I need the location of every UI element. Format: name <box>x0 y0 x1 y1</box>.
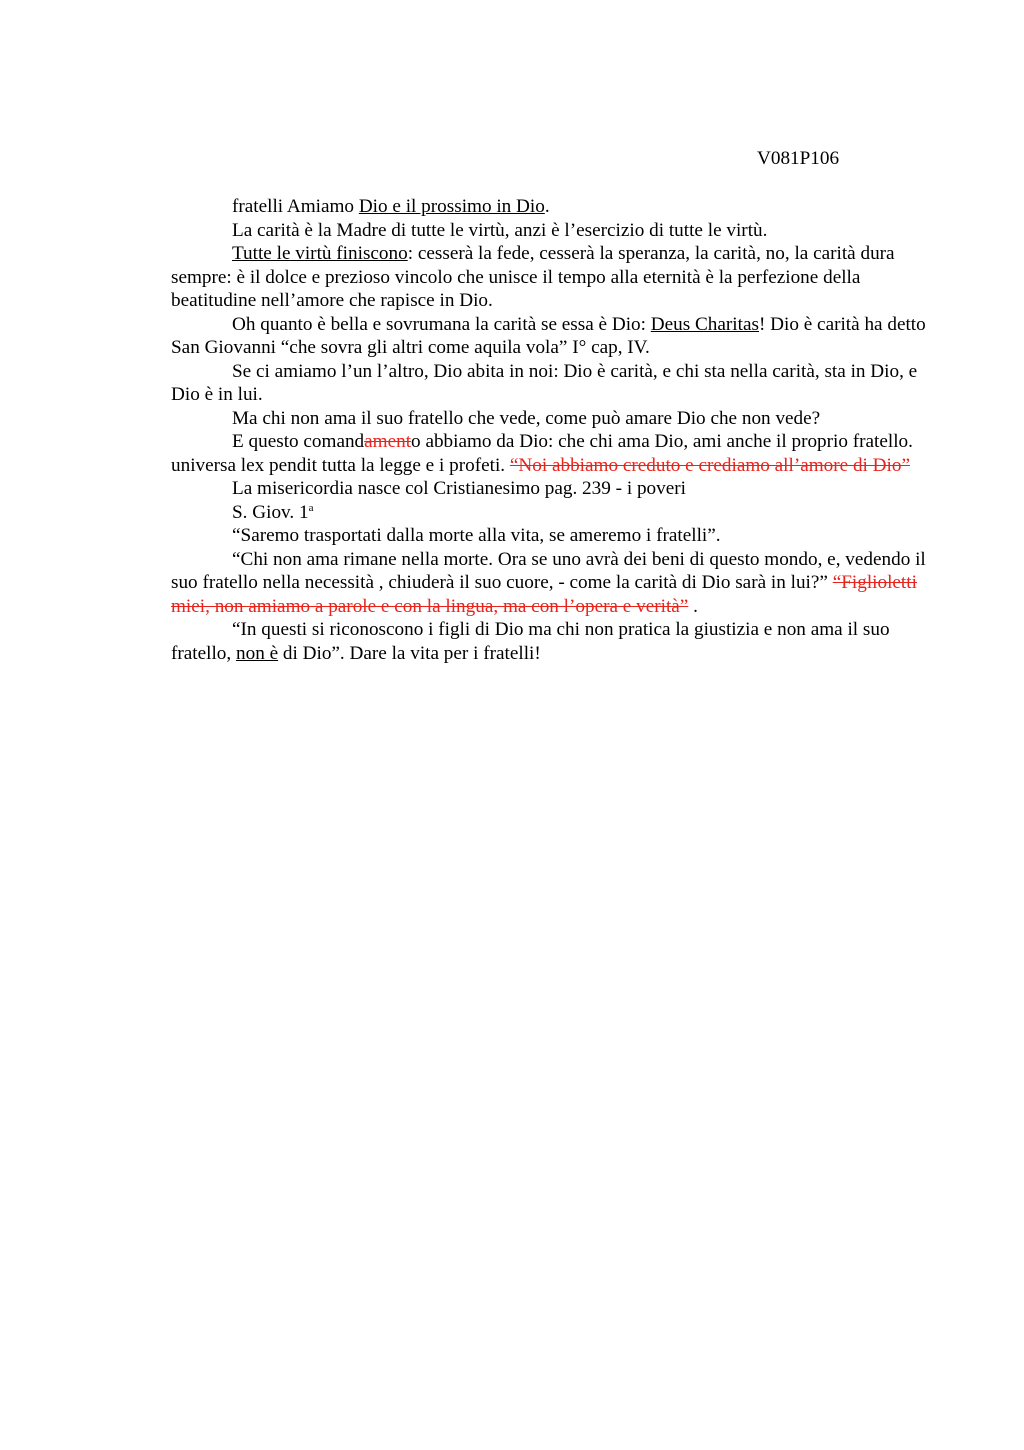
paragraph-11 <box>171 548 927 619</box>
text-run: o abbiamo da Dio: che chi ama Dio, ami anche il proprio fratello. universa lex pendit tutta la legge e i profeti. <box>171 431 913 476</box>
paragraph-3 <box>171 242 927 313</box>
superscript: a <box>308 501 314 514</box>
text-run: “Chi non ama rimane nella morte. Ora se uno avrà dei beni di questo mondo, e, vedendo il suo fratello nella necessità , chiuderà il suo cuore, - come la carità di Dio sarà in lui?” <box>171 548 926 593</box>
paragraph-6: Ma chi non ama il suo fratello che vede, come può amare Dio che non vede? <box>232 407 821 429</box>
text-run: S. Giov. 1 <box>232 501 309 523</box>
text-run: di Dio”. Dare la vita per i fratelli! <box>278 642 541 664</box>
text-run: fratelli Amiamo <box>232 196 359 217</box>
text-run: . <box>544 196 550 217</box>
text-run: Oh quanto è bella e sovrumana la carità se essa è Dio: <box>232 313 651 335</box>
paragraph-1 <box>171 195 927 219</box>
text-run: . <box>688 595 698 617</box>
paragraph-7 <box>171 430 927 477</box>
deleted-text: “Noi abbiamo creduto e crediamo all’amore di Dio” <box>509 454 910 476</box>
paragraph-9 <box>171 501 927 525</box>
paragraph-12 <box>171 618 927 665</box>
underlined-text: Tutte le virtù finiscono <box>232 243 408 264</box>
paragraph-4 <box>171 313 927 360</box>
underlined-text: non è <box>236 642 279 664</box>
document-body <box>171 195 927 665</box>
deleted-text: ament <box>364 431 412 452</box>
underlined-text: Dio e il prossimo in Dio <box>358 196 545 217</box>
underlined-text: Deus Charitas <box>650 313 759 335</box>
page-identifier: V081P106 <box>757 148 840 169</box>
text-run: : cesserà la fede, cesserà la speranza, la carità, no, la carità dura sempre: è il dolce e prezioso vincolo che unisce il tempo alla eternità è la perfezione della beatitudine nell’amore che rapisce in Dio. <box>171 243 895 311</box>
text-run: “In questi si riconoscono i figli di Dio ma chi non pratica la giustizia e non ama il suo fratello, <box>171 619 890 664</box>
paragraph-5: Se ci amiamo l’un l’altro, Dio abita in noi: Dio è carità, e chi sta nella carità, sta in Dio, e Dio è in lui. <box>171 360 918 405</box>
paragraph-8: La misericordia nasce col Cristianesimo pag. 239 - i poveri <box>232 478 686 499</box>
text-run: E questo comand <box>232 431 365 452</box>
paragraph-10: “Saremo trasportati dalla morte alla vita, se ameremo i fratelli”. <box>232 525 721 546</box>
paragraph-2: La carità è la Madre di tutte le virtù, anzi è l’esercizio di tutte le virtù. <box>232 219 768 241</box>
deleted-text: “Figlioletti miei, non amiamo a parole e con la lingua, ma con l’opera e verità” <box>171 572 917 617</box>
text-run: ! Dio è carità ha detto San Giovanni “che sovra gli altri come aquila vola” I° cap, IV. <box>171 313 926 358</box>
